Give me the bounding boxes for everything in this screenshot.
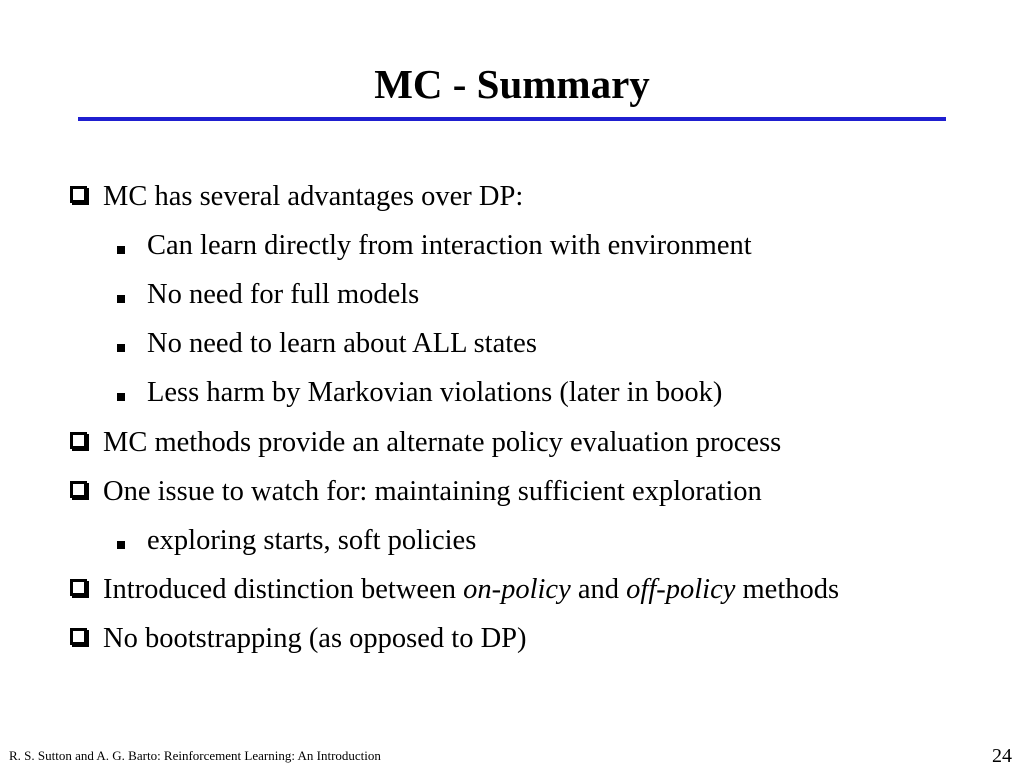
page-number: 24 <box>992 745 1012 767</box>
bullet-text-part: and <box>570 574 627 605</box>
sub-bullet-item: Less harm by Markovian violations (later in book) <box>147 377 723 408</box>
hollow-square-bullet-icon <box>70 628 87 645</box>
slide-title: MC - Summary <box>374 61 650 107</box>
bullet-text-part: methods <box>735 574 840 605</box>
italic-term-on-policy: on-policy <box>463 574 571 605</box>
square-bullet-icon <box>117 295 125 303</box>
square-bullet-icon <box>117 246 125 254</box>
hollow-square-bullet-icon <box>70 579 87 596</box>
bullet-item: MC has several advantages over DP: <box>103 181 524 212</box>
sub-bullet-item: exploring starts, soft policies <box>147 525 477 556</box>
bullet-item: No bootstrapping (as opposed to DP) <box>103 623 527 654</box>
footer-credit: R. S. Sutton and A. G. Barto: Reinforcement Learning: An Introduction <box>9 748 381 763</box>
sub-bullet-item: No need to learn about ALL states <box>147 328 537 359</box>
bullet-item <box>103 572 839 608</box>
square-bullet-icon <box>117 541 125 549</box>
square-bullet-icon <box>117 344 125 352</box>
bullet-item: MC methods provide an alternate policy evaluation process <box>103 427 782 458</box>
sub-bullet-item: No need for full models <box>147 279 420 310</box>
bullet-text-part: Introduced distinction between <box>103 574 464 605</box>
hollow-square-bullet-icon <box>70 186 87 203</box>
hollow-square-bullet-icon <box>70 481 87 498</box>
square-bullet-icon <box>117 393 125 401</box>
sub-bullet-item: Can learn directly from interaction with environment <box>147 230 752 261</box>
italic-term-off-policy: off-policy <box>626 574 736 605</box>
hollow-square-bullet-icon <box>70 432 87 449</box>
bullet-item: One issue to watch for: maintaining sufficient exploration <box>103 476 762 507</box>
